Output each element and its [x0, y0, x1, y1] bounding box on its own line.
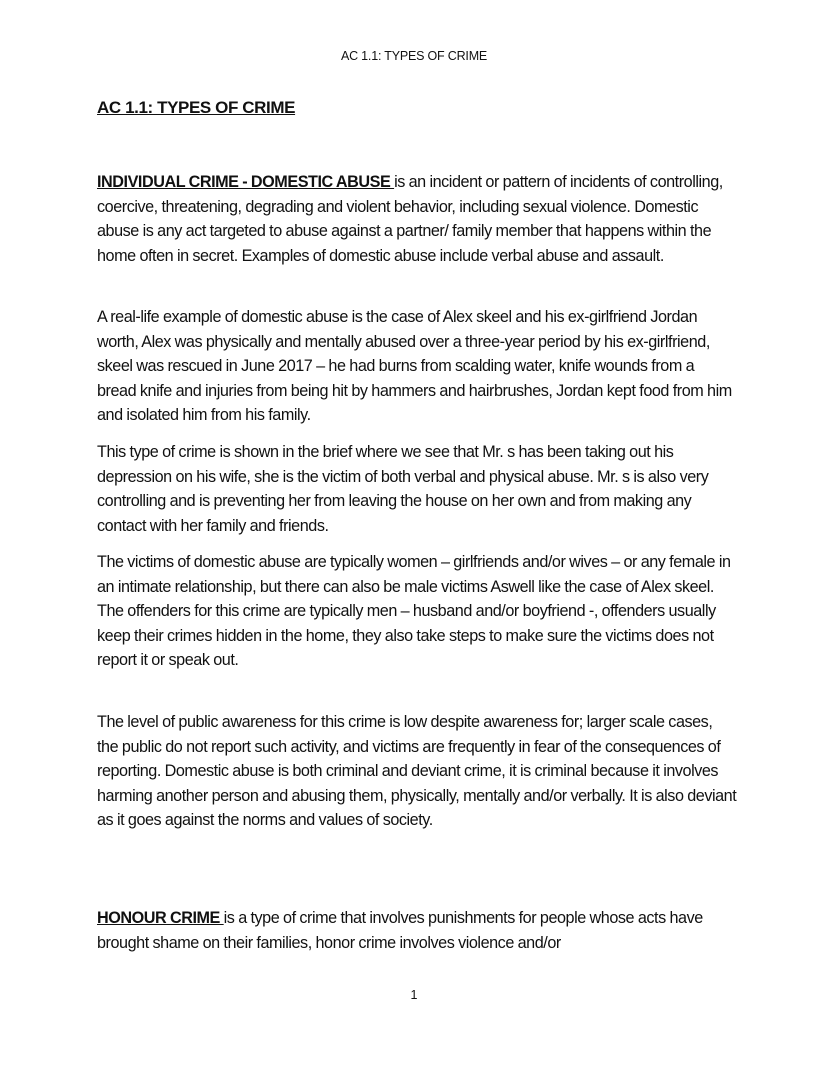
term-domestic-abuse: INDIVIDUAL CRIME - DOMESTIC ABUSE: [97, 173, 395, 191]
definition-text: is a type of crime that involves punishments for people whose acts have brought shame on their families, honor crime involves violence and/or: [97, 909, 703, 952]
paragraph: [97, 906, 737, 955]
running-header: AC 1.1: TYPES OF CRIME: [340, 49, 488, 63]
term-honour-crime: HONOUR CRIME: [97, 909, 224, 927]
definition-text: is an incident or pattern of incidents of controlling, coercive, threatening, degrading and violent behavior, including sexual violence. Domestic abuse is any act targeted to abuse against a partner/ family member that happens within the home often in secret. Examples of domestic abuse include verbal abuse and assault.: [97, 173, 723, 265]
document-title: AC 1.1: TYPES OF CRIME: [97, 98, 296, 117]
brief-example-paragraph: [97, 440, 737, 538]
page-number: 1: [410, 988, 418, 1002]
paragraph: A real-life example of domestic abuse is the case of Alex skeel and his ex-girlfriend Jordan worth, Alex was physically and mentally abused over a three-year period by his ex-girlfriend, skeel was rescued in June 2017 – he had burns from scalding water, knife wounds from a bread knife and injuries from being hit by hammers and hairbrushes, Jordan kept food from him and isolated him from his family.: [97, 308, 732, 425]
paragraph: The victims of domestic abuse are typically women – girlfriends and/or wives – or any female in an intimate relationship, but there can also be male victims Aswell like the case of Alex skeel. The offenders for this crime are typically men – husband and/or boyfriend -, offenders usually keep their crimes hidden in the home, they also take steps to make sure the victims does not report it or speak out.: [97, 553, 731, 670]
paragraph: [97, 170, 737, 268]
honour-crime-definition: [97, 906, 737, 955]
public-awareness-paragraph: [97, 710, 737, 833]
paragraph: The level of public awareness for this crime is low despite awareness for; larger scale cases, the public do not report such activity, and victims are frequently in fear of the consequences of reporting. Domestic abuse is both criminal and deviant crime, it is criminal because it involves harming another person and abusing them, physically, mentally and/or verbally. It is also deviant as it goes against the norms and values of society.: [97, 713, 737, 830]
real-life-example-paragraph: [97, 305, 737, 428]
domestic-abuse-definition: [97, 170, 737, 268]
paragraph: This type of crime is shown in the brief where we see that Mr. s has been taking out his depression on his wife, she is the victim of both verbal and physical abuse. Mr. s is also very controlling and is preventing her from leaving the house on her own and from making any contact with her family and friends.: [97, 443, 709, 535]
victims-offenders-paragraph: [97, 550, 737, 673]
